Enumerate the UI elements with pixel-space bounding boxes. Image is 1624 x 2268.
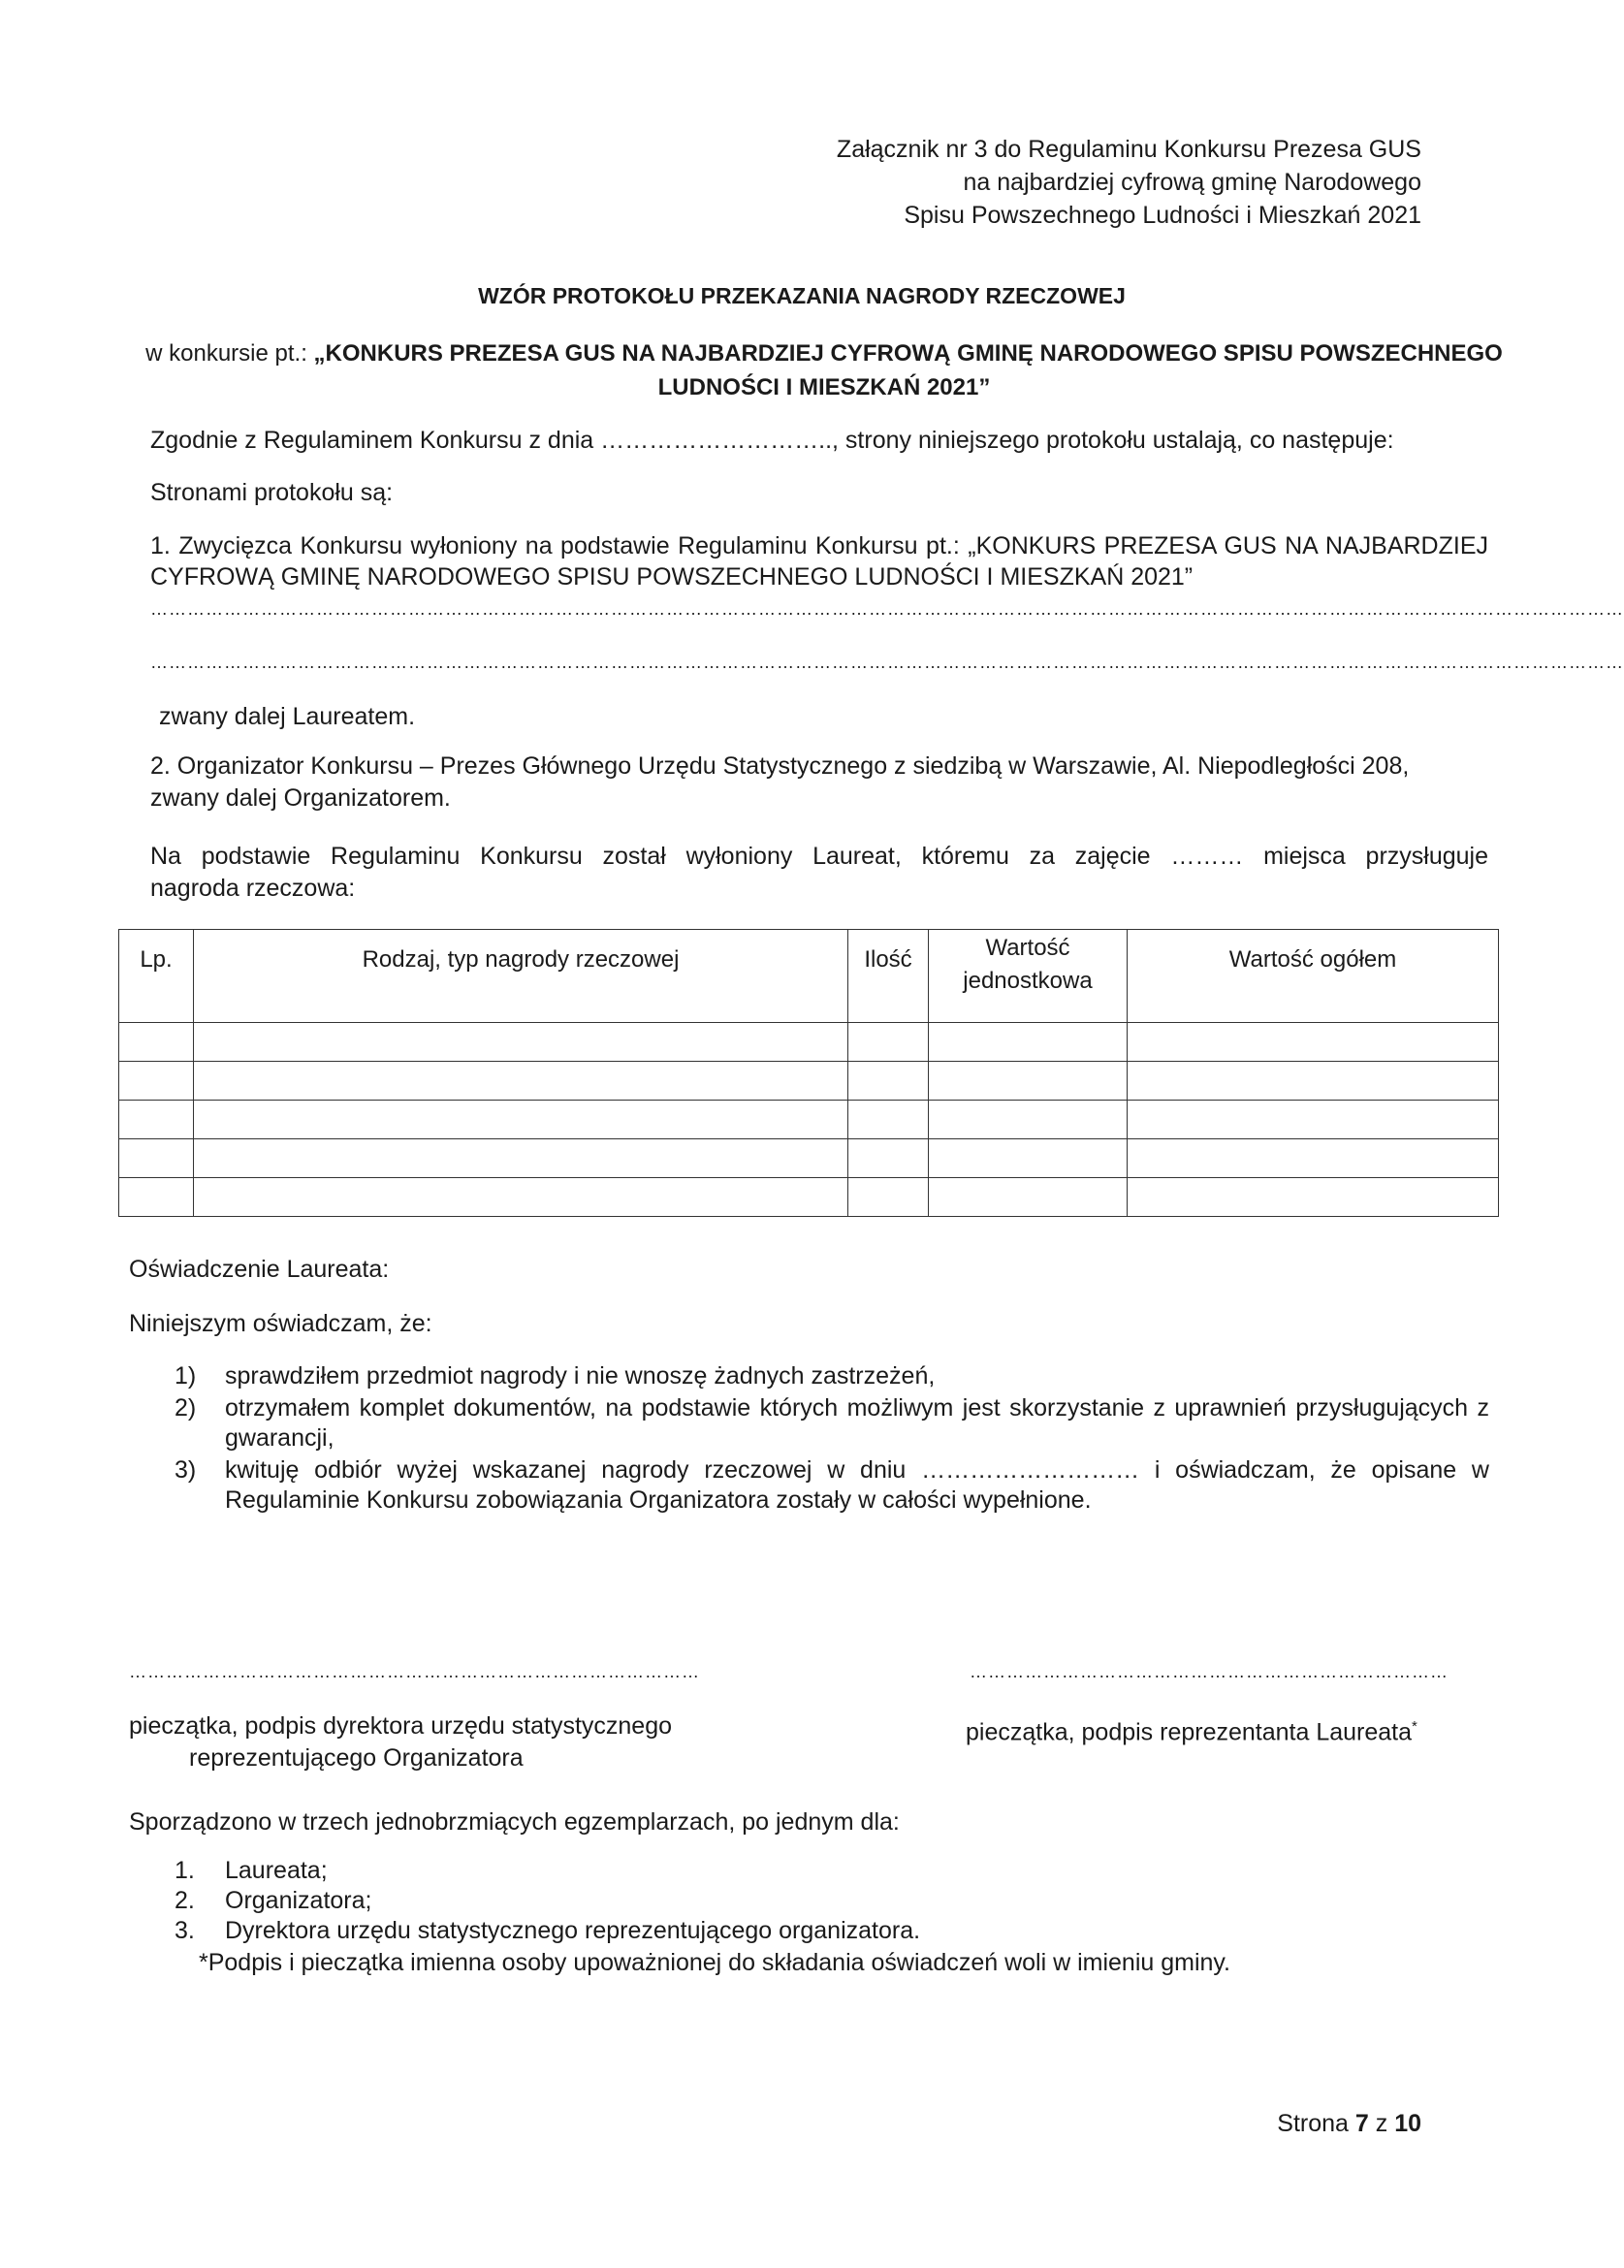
header-total-value: Wartość ogółem: [1128, 930, 1499, 1023]
page-number: [1163, 2110, 1421, 2138]
page-total: 10: [1394, 2110, 1421, 2137]
table-cell[interactable]: [1128, 1062, 1499, 1101]
table-row: [119, 1139, 1499, 1178]
list-item-text: kwituję odbiór wyżej wskazanej nagrody rzeczowej w dniu ……………………… i oświadczam, że opisane w Regulaminie Konkursu zobowiązania Organizatora zostały w całości wypełnione.: [225, 1456, 1489, 1514]
list-item-text: otrzymałem komplet dokumentów, na podstawie których możliwym jest skorzystanie z uprawnień przysługujących z gwarancji,: [225, 1394, 1489, 1452]
list-item-number: 2): [175, 1394, 197, 1421]
award-line-2: nagroda rzeczowa:: [150, 875, 356, 902]
list-item: [175, 1455, 1489, 1516]
page-current: 7: [1354, 2110, 1369, 2137]
header-lp: Lp.: [119, 930, 194, 1023]
attachment-header: [679, 133, 1421, 232]
table-cell[interactable]: [194, 1062, 848, 1101]
footnote-marker: *: [1412, 1718, 1417, 1735]
party-2-line-1: 2. Organizator Konkursu – Prezes Głównego Urzędu Statystycznego z siedzibą w Warszawie, Al. Niepodległości 208,: [150, 752, 1410, 780]
list-item: [175, 1856, 1338, 1886]
table-cell[interactable]: [119, 1023, 194, 1062]
list-item: [175, 1361, 1489, 1391]
list-item-number: 3.: [175, 1917, 195, 1944]
table-cell[interactable]: [929, 1062, 1128, 1101]
footnote: *Podpis i pieczątka imienna osoby upoważnionej do składania oświadczeń woli w imieniu gminy.: [199, 1949, 1231, 1976]
table-cell[interactable]: [929, 1101, 1128, 1139]
page-middle: z: [1368, 2110, 1395, 2137]
document-subtitle: [145, 336, 1503, 404]
prize-table: [118, 929, 1499, 1217]
party-1-suffix: zwany dalej Laureatem.: [159, 703, 416, 730]
contest-name: „KONKURS PREZESA GUS NA NAJBARDZIEJ CYFROWĄ GMINĘ NARODOWEGO SPISU POWSZECHNEGO LUDNOŚCI I MIESZKAŃ 2021”: [313, 340, 1503, 400]
organizer-signature-label: [129, 1710, 672, 1774]
party-2-paragraph: [150, 751, 1488, 815]
laureate-name-line-1: ……………………………………………………………………………………………………………………………………………………………………………………………………………………: [150, 599, 1624, 619]
table-cell[interactable]: [1128, 1023, 1499, 1062]
list-item-text: Laureata;: [225, 1857, 328, 1884]
declaration-list: [175, 1361, 1489, 1516]
table-cell[interactable]: [119, 1062, 194, 1101]
copies-list: [175, 1856, 1338, 1946]
intro-paragraph: Zgodnie z Regulaminem Konkursu z dnia ……………………….., strony niniejszego protokołu ustalają, co następuje:: [150, 427, 1394, 454]
list-item: [175, 1393, 1489, 1453]
table-cell[interactable]: [119, 1139, 194, 1178]
list-item-number: 2.: [175, 1887, 195, 1914]
header-line-3: Spisu Powszechnego Ludności i Mieszkań 2021: [904, 202, 1421, 229]
table-cell[interactable]: [119, 1101, 194, 1139]
party-2-line-2: zwany dalej Organizatorem.: [150, 784, 451, 812]
header-prize-type: Rodzaj, typ nagrody rzeczowej: [194, 930, 848, 1023]
organizer-signature-label-line-1: pieczątka, podpis dyrektora urzędu statystycznego: [129, 1712, 673, 1740]
header-line-2: na najbardziej cyfrową gminę Narodowego: [963, 169, 1421, 196]
parties-heading: Stronami protokołu są:: [150, 479, 394, 506]
table-cell[interactable]: [1128, 1139, 1499, 1178]
laureate-signature-label: [966, 1710, 1417, 1748]
table-cell[interactable]: [194, 1178, 848, 1217]
subtitle-prefix: w konkursie pt.:: [145, 340, 314, 367]
table-cell[interactable]: [194, 1023, 848, 1062]
table-cell[interactable]: [848, 1178, 929, 1217]
table-cell[interactable]: [1128, 1178, 1499, 1217]
list-item: [175, 1886, 1338, 1916]
declaration-intro: Niniejszym oświadczam, że:: [129, 1310, 432, 1337]
laureate-signature-label-text: pieczątka, podpis reprezentanta Laureata: [966, 1718, 1413, 1746]
table-cell[interactable]: [848, 1062, 929, 1101]
table-cell[interactable]: [194, 1139, 848, 1178]
table-cell[interactable]: [848, 1101, 929, 1139]
header-quantity: Ilość: [848, 930, 929, 1023]
table-row: [119, 1023, 1499, 1062]
laureate-signature-line: ……………………………………………………………………: [970, 1662, 1449, 1681]
list-item: [175, 1916, 1338, 1946]
list-item-text: Dyrektora urzędu statystycznego reprezentującego organizatora.: [225, 1917, 921, 1944]
table-cell[interactable]: [119, 1178, 194, 1217]
table-cell[interactable]: [194, 1101, 848, 1139]
list-item-number: 3): [175, 1456, 197, 1484]
organizer-signature-line: …………………………………………………………………………………: [129, 1662, 700, 1681]
party-1-paragraph: 1. Zwycięzca Konkursu wyłoniony na podstawie Regulaminu Konkursu pt.: „KONKURS PREZESA GUS NA NAJBARDZIEJ CYFROWĄ GMINĘ NARODOWEGO SPISU POWSZECHNEGO LUDNOŚCI I MIESZKAŃ 2021”: [150, 532, 1488, 591]
table-row: [119, 1101, 1499, 1139]
organizer-signature-label-line-2: reprezentującego Organizatora: [189, 1744, 524, 1772]
prize-table-header-row: [119, 930, 1499, 1023]
laureate-name-line-2: ……………………………………………………………………………………………………………………………………………………………………………………………………………………: [150, 653, 1624, 672]
table-cell[interactable]: [929, 1178, 1128, 1217]
header-line-1: Załącznik nr 3 do Regulaminu Konkursu Prezesa GUS: [836, 136, 1421, 163]
table-cell[interactable]: [848, 1139, 929, 1178]
list-item-number: 1.: [175, 1857, 195, 1884]
declaration-heading: Oświadczenie Laureata:: [129, 1256, 390, 1283]
table-row: [119, 1178, 1499, 1217]
table-row: [119, 1062, 1499, 1101]
page-prefix: Strona: [1277, 2110, 1355, 2137]
table-cell[interactable]: [929, 1023, 1128, 1062]
table-cell[interactable]: [1128, 1101, 1499, 1139]
header-unit-value: [929, 930, 1128, 1023]
table-cell[interactable]: [929, 1139, 1128, 1178]
header-unit-value-text: Wartość jednostkowa: [963, 935, 1093, 994]
document-title: WZÓR PROTOKOŁU PRZEKAZANIA NAGRODY RZECZOWEJ: [478, 283, 1126, 308]
list-item-number: 1): [175, 1362, 197, 1390]
award-line-1: Na podstawie Regulaminu Konkursu został wyłoniony Laureat, któremu za zajęcie ……… miejsca przysługuje: [150, 843, 1488, 870]
copies-intro: Sporządzono w trzech jednobrzmiących egzemplarzach, po jednym dla:: [129, 1808, 900, 1836]
list-item-text: Organizatora;: [225, 1887, 372, 1914]
table-cell[interactable]: [848, 1023, 929, 1062]
list-item-text: sprawdziłem przedmiot nagrody i nie wnoszę żadnych zastrzeżeń,: [225, 1362, 936, 1390]
award-paragraph: [150, 841, 1488, 905]
